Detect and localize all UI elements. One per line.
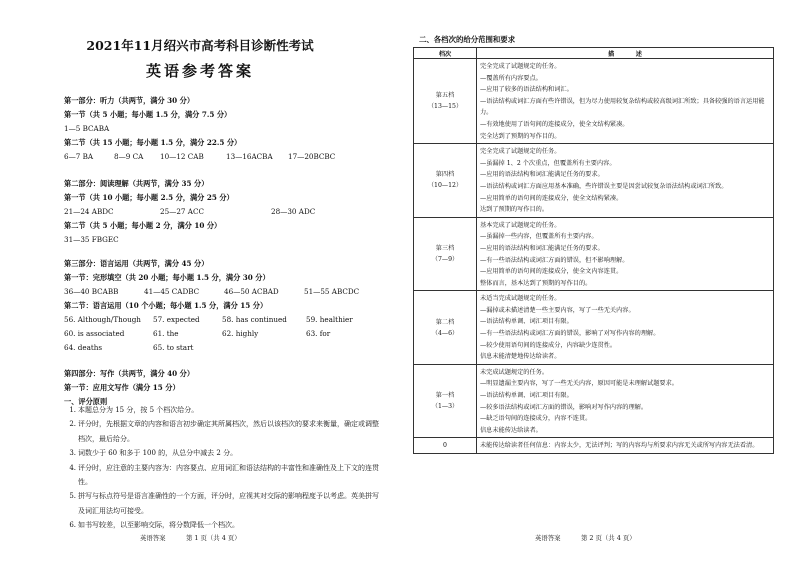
level-cell bbox=[414, 59, 477, 144]
answer-item: 65. to start bbox=[153, 343, 194, 352]
level-name: 第一档 bbox=[435, 392, 455, 400]
rule-number: 5. bbox=[69, 492, 76, 501]
description-line: —有一些语法结构或词汇方面的错误，影响了对写作内容的理解。 bbox=[480, 330, 660, 338]
description-line: —较少使用语句间的连接成分，内容缺少连贯性。 bbox=[480, 341, 617, 349]
column-header-level: 档次 bbox=[414, 48, 477, 59]
document-subtitle: 英语参考答案 bbox=[145, 62, 254, 80]
rule-item bbox=[64, 461, 384, 490]
part2-section2-answers: 31—35 FBGEC bbox=[64, 235, 119, 244]
footer-label: 英语答案 bbox=[535, 534, 561, 542]
part2-heading: 第二部分：阅读理解（共两节，满分 35 分） bbox=[64, 179, 209, 188]
answer-item: 61. the bbox=[153, 329, 179, 338]
answer-group: 46—50 ACBAD bbox=[224, 287, 279, 296]
answer-group: 17—20BCBC bbox=[288, 152, 336, 161]
level-name: 第三档 bbox=[435, 245, 455, 252]
level-cell bbox=[414, 217, 477, 291]
answer-item: 64. deaths bbox=[64, 343, 103, 352]
description-line: 未适当完成试题规定的任务。 bbox=[480, 295, 561, 303]
scoring-principle-heading: 一、评分原则 bbox=[64, 397, 108, 406]
table-row bbox=[414, 59, 774, 144]
answer-key-page-2 bbox=[397, 0, 794, 561]
part3-heading: 第三部分：语言运用（共两节，满分 45 分） bbox=[64, 259, 209, 268]
rule-text: 词数少于 60 和多于 100 的，从总分中减去 2 分。 bbox=[78, 449, 238, 458]
answer-item: 60. is associated bbox=[64, 329, 125, 338]
answer-item: 57. expected bbox=[153, 315, 200, 324]
answer-group: 6—7 BA bbox=[64, 152, 94, 161]
level-cell bbox=[414, 144, 477, 218]
rule-text: 评分时，先根据文章的内容和语言初步确定其所属档次，然后以该档次的要求来衡量，确定或调整档次，最后给分。 bbox=[78, 420, 379, 443]
level-cell bbox=[414, 291, 477, 365]
rule-item bbox=[64, 417, 384, 446]
rule-number: 6. bbox=[69, 521, 76, 530]
answer-group: 13—16ACBA bbox=[226, 152, 273, 161]
description-line: —覆盖所有内容要点。 bbox=[480, 74, 542, 82]
description-line: —应用了较多的语法结构和词汇。 bbox=[480, 86, 573, 94]
description-line: —较多语法结构或词汇方面的错误，影响对写作内容的理解。 bbox=[480, 403, 648, 411]
table-row bbox=[414, 291, 774, 365]
part2-section1: 第一节（共 10 小题；每小题 2.5 分，满分 25 分） bbox=[64, 193, 234, 202]
level-cell bbox=[414, 438, 477, 454]
description-line: —应用的语法结构和词汇能满足任务的要求。 bbox=[480, 171, 604, 179]
footer-page-number: 第 2 页（共 4 页） bbox=[581, 534, 636, 542]
footer-label: 英语答案 bbox=[140, 534, 166, 542]
description-line: —漏掉或未描述清楚一些主要内容，写了一些无关内容。 bbox=[480, 306, 635, 314]
grading-table bbox=[413, 47, 774, 454]
rule-number: 1. bbox=[69, 406, 76, 414]
description-line: 达到了预期的写作目的。 bbox=[480, 206, 549, 214]
description-line: —语法结构单调、词汇项目有限。 bbox=[480, 392, 573, 400]
answer-item: 62. highly bbox=[222, 329, 259, 338]
answer-group: 10—12 CAB bbox=[160, 152, 204, 161]
exam-title: 2021年11月绍兴市高考科目诊断性考试 bbox=[86, 38, 314, 53]
level-name: 第四档 bbox=[435, 171, 455, 179]
table-header-row bbox=[414, 48, 774, 59]
description-line: —语法结构或词汇方面有些许错误，但为尽力使用较复杂结构或较高级词汇所致；具备较强的语言运用能力。 bbox=[480, 97, 765, 117]
rule-number: 4. bbox=[69, 463, 76, 472]
level-cell bbox=[414, 364, 477, 438]
level-name: 第二档 bbox=[435, 318, 455, 326]
rule-text: 如书写较差，以至影响交际，将分数降低一个档次。 bbox=[78, 521, 239, 530]
description-cell bbox=[477, 438, 774, 454]
level-range: （13—15） bbox=[427, 103, 463, 111]
answer-group: 51—55 ABCDC bbox=[304, 287, 360, 296]
description-line: 未完成试题规定的任务。 bbox=[480, 368, 549, 376]
part4-heading: 第四部分：写作（共两节，满分 40 分） bbox=[64, 369, 195, 378]
description-line: —应用简单的语句间的连接成分，使全文内容连贯。 bbox=[480, 268, 623, 276]
rule-item bbox=[64, 489, 384, 518]
rule-text: 拼写与标点符号是语言准确性的一个方面，评分时，应视其对交际的影响程度予以考虑。英美拼写及词汇用法均可接受。 bbox=[78, 492, 379, 515]
answer-group: 41—45 CADBC bbox=[144, 287, 200, 296]
answer-group: 8—9 CA bbox=[114, 152, 144, 161]
description-cell bbox=[477, 144, 774, 218]
description-line: 完全完成了试题规定的任务。 bbox=[480, 63, 561, 70]
description-line: —语法结构单调、词汇项目有限。 bbox=[480, 318, 573, 326]
table-row bbox=[414, 144, 774, 218]
description-line: —明显遗漏主要内容，写了一些无关内容，原因可能是未理解试题要求。 bbox=[480, 380, 678, 388]
rule-item bbox=[64, 403, 384, 417]
part2-section2: 第二节（共 5 小题；每小题 2 分，满分 10 分） bbox=[64, 221, 222, 230]
answer-item: 63. for bbox=[306, 329, 331, 338]
column-header-description: 描 述 bbox=[477, 48, 774, 59]
answer-group: 21—24 ABDC bbox=[64, 207, 114, 216]
rule-item bbox=[64, 518, 384, 532]
level-name: 第五档 bbox=[435, 92, 455, 100]
answer-item: 59. healthier bbox=[306, 315, 353, 324]
rule-number: 3. bbox=[69, 449, 76, 458]
description-line: —应用的语法结构和词汇能满足任务的要求。 bbox=[480, 244, 604, 252]
table-row bbox=[414, 217, 774, 291]
description-cell bbox=[477, 291, 774, 365]
answer-group: 25—27 ACC bbox=[160, 207, 204, 216]
level-name: 0 bbox=[443, 442, 447, 450]
description-line: —有一些语法结构或词汇方面的错误，但不影响理解。 bbox=[480, 256, 629, 264]
description-cell bbox=[477, 364, 774, 438]
level-range: （4—6） bbox=[431, 329, 459, 337]
part1-section1-answers: 1—5 BCABA bbox=[64, 124, 110, 133]
description-line: 信息未能传达给读者。 bbox=[480, 426, 542, 434]
description-cell bbox=[477, 217, 774, 291]
description-line: —虽漏掉 1、2 个次重点，但覆盖所有主要内容。 bbox=[480, 159, 616, 167]
description-line: —应用简单的语句间的连接成分，使全文结构紧凑。 bbox=[480, 194, 623, 202]
rule-item bbox=[64, 446, 384, 460]
description-line: 未能传达给读者任何信息：内容太少，无法评判；写的内容均与所要求内容无关或所写内容无法看清。 bbox=[480, 442, 759, 450]
part1-section1: 第一节（共 5 小题；每小题 1.5 分，满分 7.5 分） bbox=[64, 110, 232, 119]
description-line: —虽漏掉一些内容，但覆盖所有主要内容。 bbox=[480, 233, 598, 241]
footer-page-number: 第 1 页（共 4 页） bbox=[186, 534, 241, 542]
description-line: 信息未能清楚地传达给读者。 bbox=[480, 353, 561, 361]
level-range: （10—12） bbox=[427, 182, 463, 190]
description-line: —有效地使用了语句间的连接成分，使全文结构紧凑。 bbox=[480, 120, 629, 128]
description-cell bbox=[477, 59, 774, 144]
part1-section2: 第二节（共 15 小题；每小题 1.5 分，满分 22.5 分） bbox=[64, 138, 242, 147]
level-range: （1—3） bbox=[431, 403, 459, 411]
description-line: —缺乏语句间的连接成分，内容不连贯。 bbox=[480, 415, 592, 423]
part3-section1: 第一节：完形填空（共 20 小题；每小题 1.5 分，满分 30 分） bbox=[64, 273, 270, 282]
description-line: 完全达到了预期的写作目的。 bbox=[480, 132, 561, 140]
description-line: 基本完成了试题规定的任务。 bbox=[480, 221, 561, 229]
description-line: 完全完成了试题规定的任务。 bbox=[480, 148, 561, 156]
answer-item: 58. has continued bbox=[222, 315, 287, 324]
table-row bbox=[414, 438, 774, 454]
answer-item: 56. Although/Though bbox=[64, 315, 141, 324]
answer-group: 28—30 ADC bbox=[271, 207, 316, 216]
rule-number: 2. bbox=[69, 420, 76, 429]
part1-heading: 第一部分：听力（共两节，满分 30 分） bbox=[64, 96, 195, 105]
scoring-rules-list bbox=[64, 403, 384, 533]
table-row bbox=[414, 364, 774, 438]
rule-text: 评分时，应注意的主要内容为：内容要点、应用词汇和语法结构的丰富性和准确性及上下文的连贯性。 bbox=[78, 463, 379, 487]
rule-text: 本题总分为 15 分，按 5 个档次给分。 bbox=[78, 406, 199, 414]
level-range: （7—9） bbox=[431, 256, 459, 263]
part3-section2: 第二节：语言运用（10 个小题；每小题 1.5 分，满分 15 分） bbox=[64, 301, 268, 310]
description-line: 整体而言，基本达到了预期的写作目的。 bbox=[480, 279, 592, 287]
answer-group: 36—40 BCABB bbox=[64, 287, 119, 296]
part4-section1: 第一节：应用文写作（满分 15 分） bbox=[64, 383, 180, 392]
description-line: —语法结构或词汇方面应用基本准确，些许错误主要是因尝试较复杂语法结构或词汇所致。 bbox=[480, 182, 728, 190]
grading-section-title: 二、各档次的给分范围和要求 bbox=[419, 35, 516, 44]
